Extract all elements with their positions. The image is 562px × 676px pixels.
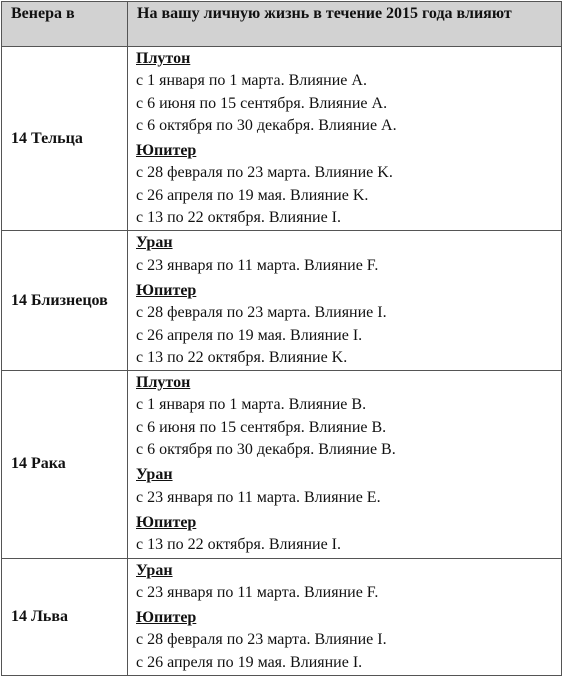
planet-group bbox=[136, 372, 557, 461]
table-row bbox=[2, 47, 562, 231]
header-influence: На вашу личную жизнь в течение 2015 года влияют bbox=[128, 2, 562, 47]
planet-group bbox=[136, 464, 557, 509]
influence-periods-cell bbox=[128, 371, 562, 558]
table-row bbox=[2, 231, 562, 371]
influence-period: с 1 января по 1 марта. Влияние B. bbox=[136, 396, 367, 414]
influence-period: с 26 апреля по 19 мая. Влияние I. bbox=[136, 326, 363, 344]
planet-name: Плутон bbox=[136, 50, 191, 67]
influence-period: с 23 января по 11 марта. Влияние F. bbox=[136, 583, 379, 601]
table-row bbox=[2, 371, 562, 558]
planet-name: Уран bbox=[136, 234, 173, 252]
influence-periods-cell bbox=[128, 231, 562, 371]
planet-name: Юпитер bbox=[136, 142, 197, 160]
planet-name: Юпитер bbox=[136, 513, 197, 531]
influence-period: с 28 февраля по 23 марта. Влияние I. bbox=[136, 304, 387, 322]
table-row bbox=[2, 558, 562, 675]
influence-period: с 26 апреля по 19 мая. Влияние K. bbox=[136, 186, 369, 204]
influence-period: с 13 по 22 октября. Влияние I. bbox=[136, 209, 341, 227]
header-row bbox=[2, 2, 562, 47]
influence-period: с 1 января по 1 марта. Влияние A. bbox=[136, 72, 367, 90]
planet-group bbox=[136, 607, 557, 674]
planet-group bbox=[136, 560, 557, 605]
influence-period: с 6 октября по 30 декабря. Влияние B. bbox=[136, 441, 396, 459]
planet-group bbox=[136, 512, 557, 557]
influence-period: с 6 июня по 15 сентября. Влияние A. bbox=[136, 94, 388, 112]
influence-period: с 6 октября по 30 декабря. Влияние A. bbox=[136, 116, 397, 134]
venus-sign-cell: 14 Рака bbox=[2, 371, 128, 558]
venus-sign-cell: 14 Близнецов bbox=[2, 231, 128, 371]
influence-periods-cell bbox=[128, 558, 562, 675]
planet-name: Уран bbox=[136, 561, 173, 579]
table-body bbox=[2, 47, 562, 676]
influence-period: с 6 июня по 15 сентября. Влияние B. bbox=[136, 418, 387, 436]
venus-sign-cell: 14 Льва bbox=[2, 558, 128, 675]
influence-period: с 28 февраля по 23 марта. Влияние I. bbox=[136, 631, 387, 649]
planet-group bbox=[136, 280, 557, 369]
venus-sign-cell: 14 Тельца bbox=[2, 47, 128, 231]
influence-period: с 13 по 22 октября. Влияние I. bbox=[136, 536, 341, 554]
influence-period: с 23 января по 11 марта. Влияние E. bbox=[136, 488, 381, 506]
header-venus-position: Венера в bbox=[2, 2, 128, 47]
planet-name: Плутон bbox=[136, 374, 191, 392]
influence-periods-cell bbox=[128, 47, 562, 231]
planet-name: Уран bbox=[136, 466, 173, 484]
planet-group bbox=[136, 232, 557, 277]
influence-period: с 26 апреля по 19 мая. Влияние I. bbox=[136, 653, 363, 671]
influence-period: с 23 января по 11 марта. Влияние F. bbox=[136, 256, 379, 274]
influence-period: с 28 февраля по 23 марта. Влияние K. bbox=[136, 164, 393, 182]
planet-name: Юпитер bbox=[136, 609, 197, 627]
planet-name: Юпитер bbox=[136, 281, 197, 299]
influence-period: с 13 по 22 октября. Влияние K. bbox=[136, 348, 348, 366]
planet-group bbox=[136, 140, 557, 229]
venus-influence-table bbox=[1, 1, 562, 676]
planet-group bbox=[136, 48, 557, 137]
